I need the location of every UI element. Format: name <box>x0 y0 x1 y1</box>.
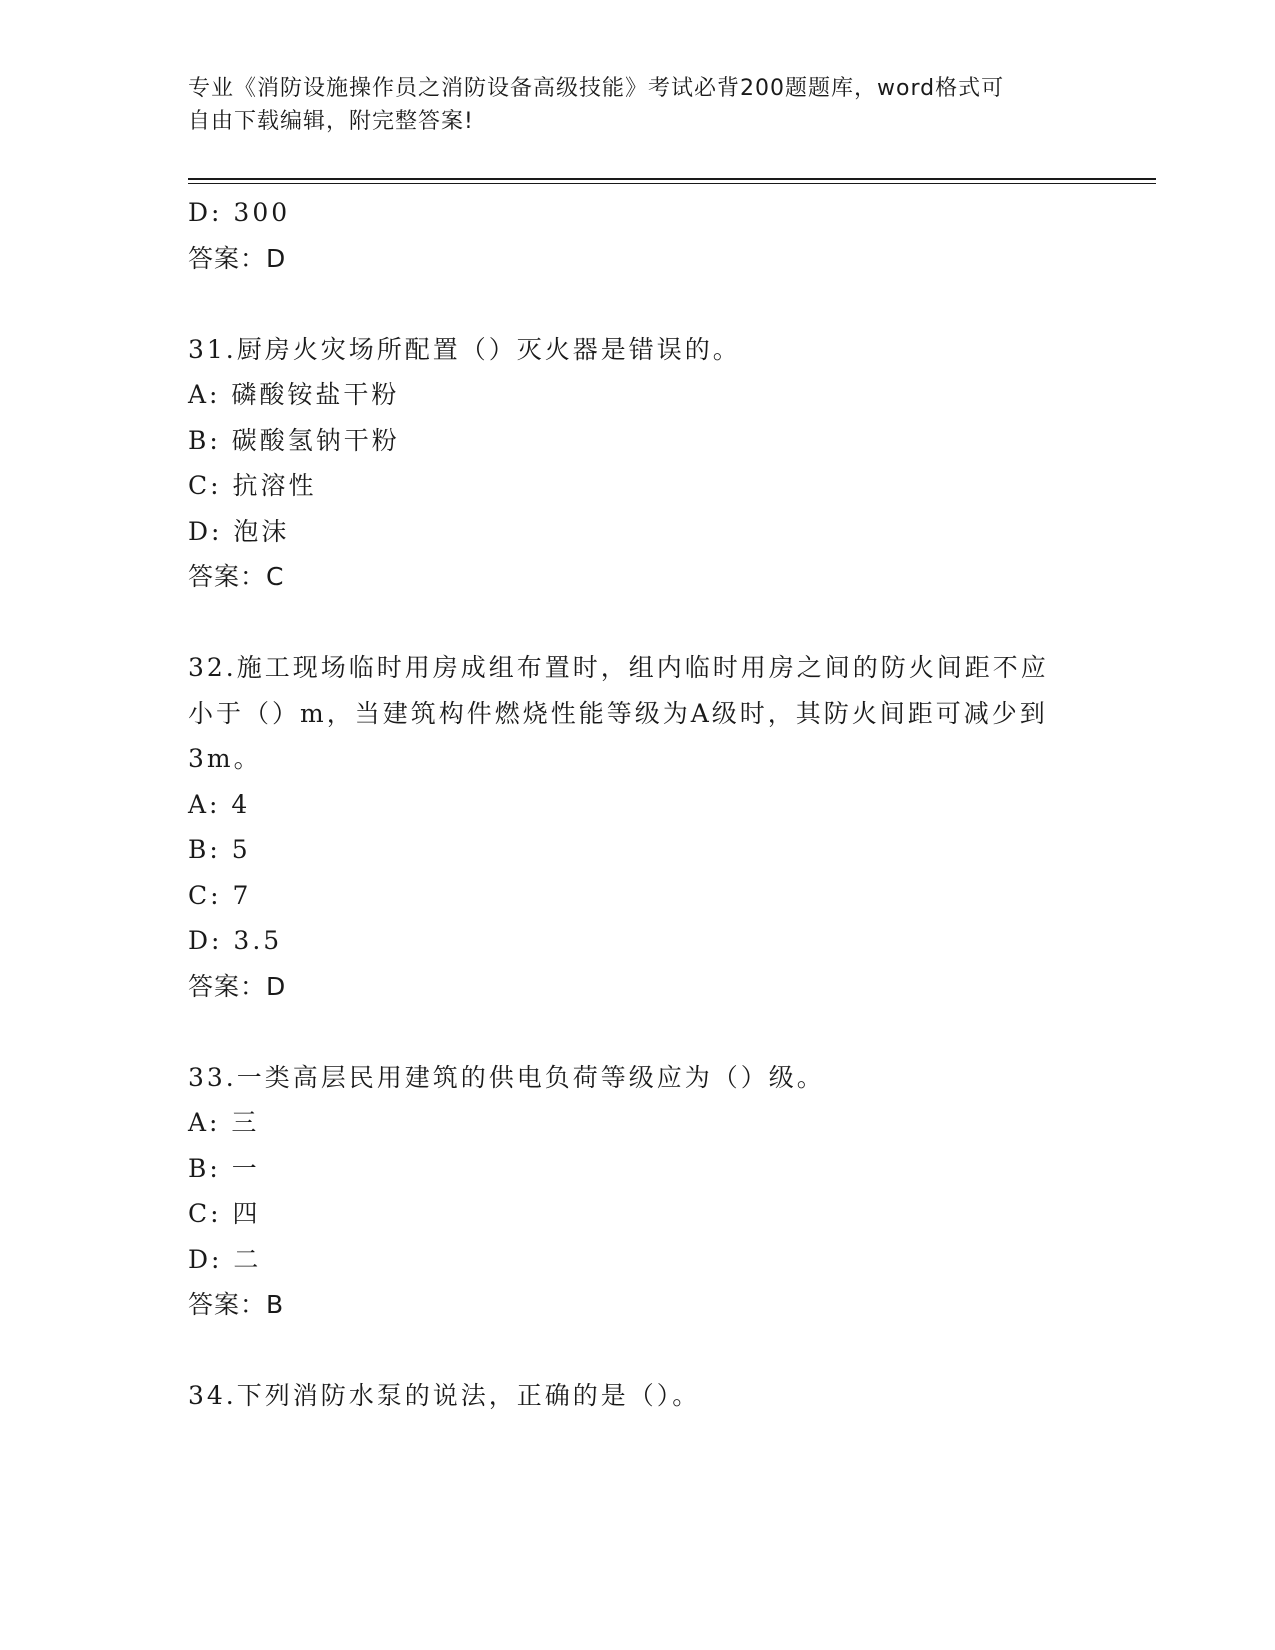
q32-option-c: C: 7 <box>188 880 252 910</box>
header-rule-thick <box>188 178 1156 180</box>
q33-option-b: B: 一 <box>188 1153 260 1183</box>
q34-question: 34.下列消防水泵的说法，正确的是（）。 <box>188 1381 701 1410</box>
document-header <box>188 72 1068 138</box>
q32-question-line-1: 32.施工现场临时用房成组布置时，组内临时用房之间的防火间距不应 <box>188 653 1049 682</box>
q33-question: 33.一类高层民用建筑的供电负荷等级应为（）级。 <box>188 1062 825 1092</box>
header-line-1: 专业《消防设施操作员之消防设备高级技能》考试必背200题题库，word格式可 <box>188 76 1005 101</box>
q33-option-a: A: 三 <box>188 1108 260 1137</box>
spacer <box>188 1009 1088 1055</box>
q32-question-line-3: 3m。 <box>188 744 262 773</box>
spacer <box>188 600 1088 646</box>
q33-option-d: D: 二 <box>188 1244 262 1274</box>
q33-option-c: C: 四 <box>188 1199 261 1228</box>
prev-answer: 答案：D <box>188 243 287 273</box>
header-rule-thin <box>188 183 1156 184</box>
prev-option-d: D: 300 <box>188 198 291 227</box>
q31-option-a: A: 磷酸铵盐干粉 <box>188 380 400 409</box>
q31-option-c: C: 抗溶性 <box>188 471 317 500</box>
q31-option-d: D: 泡沫 <box>188 516 290 546</box>
header-line-2: 自由下载编辑，附完整答案! <box>188 109 474 134</box>
q32-question-line-2: 小于（）m，当建筑构件燃烧性能等级为A级时，其防火间距可减少到 <box>188 698 1048 728</box>
q32-option-b: B: 5 <box>188 835 251 864</box>
spacer <box>188 1328 1088 1374</box>
q31-question: 31.厨房火灾场所配置（）灭火器是错误的。 <box>188 334 741 364</box>
question-content <box>188 190 1088 1419</box>
q32-option-d: D: 3.5 <box>188 926 283 955</box>
q33-answer: 答案：B <box>188 1290 285 1319</box>
q32-answer: 答案：D <box>188 971 287 1001</box>
q31-answer: 答案：C <box>188 562 285 591</box>
q32-option-a: A: 4 <box>188 789 251 819</box>
q31-option-b: B: 碳酸氢钠干粉 <box>188 425 400 455</box>
spacer <box>188 281 1088 327</box>
